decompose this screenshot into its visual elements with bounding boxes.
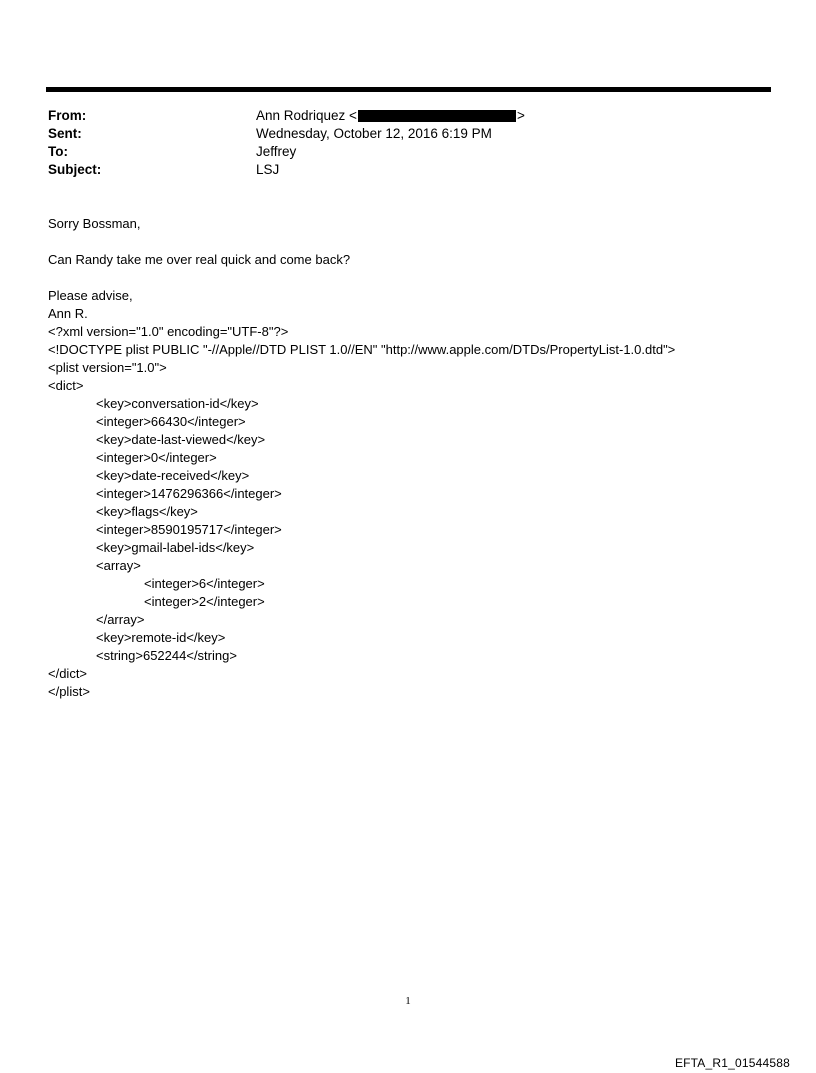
from-row: [48, 107, 748, 125]
plist-line: <key>conversation-id</key>: [96, 396, 259, 411]
plist-line: <integer>8590195717</integer>: [96, 522, 282, 537]
spacer: [48, 269, 788, 287]
subject-value: LSJ: [256, 162, 280, 177]
plist-line: <integer>0</integer>: [96, 450, 217, 465]
header-rule: [46, 87, 771, 92]
plist-line: <string>652244</string>: [96, 648, 237, 663]
subject-row: [48, 161, 748, 179]
signature: Ann R.: [48, 306, 88, 321]
bates-number: EFTA_R1_01544588: [674, 1056, 790, 1070]
plist-line: <dict>: [48, 378, 84, 393]
sent-label: Sent:: [48, 126, 82, 141]
plist-line: <key>remote-id</key>: [96, 630, 226, 645]
sent-row: [48, 125, 748, 143]
closing: Please advise,: [48, 288, 133, 303]
from-name: Ann Rodriquez <: [256, 108, 357, 123]
page-number: 1: [405, 995, 411, 1007]
plist-line: </plist>: [48, 684, 90, 699]
plist-block: [48, 323, 788, 701]
to-row: [48, 143, 748, 161]
plist-line: <array>: [96, 558, 141, 573]
plist-line: <key>date-last-viewed</key>: [96, 432, 266, 447]
to-value: Jeffrey: [256, 144, 297, 159]
subject-label: Subject:: [48, 162, 102, 177]
from-label: From:: [48, 108, 87, 123]
message-text: Can Randy take me over real quick and come back?: [48, 252, 351, 267]
greeting: Sorry Bossman,: [48, 216, 141, 231]
plist-line: <!DOCTYPE plist PUBLIC "-//Apple//DTD PLIST 1.0//EN" "http://www.apple.com/DTDs/PropertyList-1.0.dtd">: [48, 342, 676, 357]
plist-line: <integer>66430</integer>: [96, 414, 246, 429]
from-close-bracket: >: [516, 108, 525, 123]
from-value: [256, 107, 525, 125]
sent-value: Wednesday, October 12, 2016 6:19 PM: [256, 126, 492, 141]
redaction-box: [358, 110, 516, 122]
plist-line: <key>flags</key>: [96, 504, 198, 519]
plist-line: <integer>1476296366</integer>: [96, 486, 282, 501]
plist-line: <plist version="1.0">: [48, 360, 167, 375]
to-label: To:: [48, 144, 68, 159]
plist-line: <integer>6</integer>: [144, 576, 265, 591]
plist-line: <key>date-received</key>: [96, 468, 250, 483]
plist-line: </dict>: [48, 666, 88, 681]
spacer: [48, 233, 788, 251]
email-body: [48, 215, 788, 701]
plist-line: <integer>2</integer>: [144, 594, 265, 609]
plist-line: </array>: [96, 612, 145, 627]
email-header: [48, 107, 748, 179]
plist-line: <key>gmail-label-ids</key>: [96, 540, 255, 555]
plist-line: <?xml version="1.0" encoding="UTF-8"?>: [48, 324, 289, 339]
